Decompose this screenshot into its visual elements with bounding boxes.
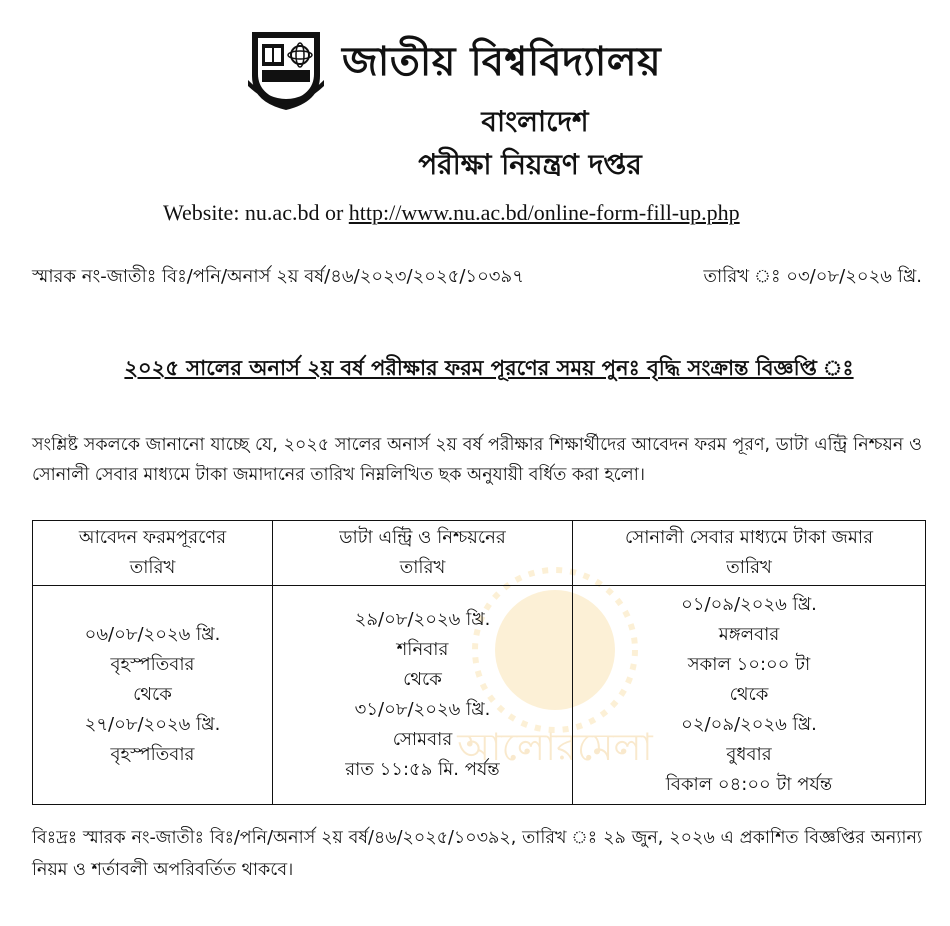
footnote: বিঃদ্রঃ স্মারক নং-জাতীঃ বিঃ/পনি/অনার্স ২য় বর্ষ/৪৬/২০২৫/১০৩৯২, তারিখ ঃ ২৯ জুন, ২০২৬ এ প্রকাশিত বিজ্ঞপ্তির অন্যান্য নিয়ম ও শর্তাবলী অপরিবর্তিত থাকবে।	[32, 828, 922, 880]
cell-payment-dates: ০১/০৯/২০২৬ খ্রি. মঙ্গলবার সকাল ১০:০০ টা থেকে ০২/০৯/২০২৬ খ্রি. বুধবার বিকাল ০৪:০০ টা পর্যন্ত	[573, 586, 926, 805]
memo-date: তারিখ ঃ ০৩/০৮/২০২৬ খ্রি.	[703, 266, 922, 287]
watermark-text: আলোরমেলা	[457, 725, 653, 769]
header-payment: সোনালী সেবার মাধ্যমে টাকা জমার তারিখ	[573, 521, 926, 586]
schedule-table	[32, 520, 926, 805]
table-row	[33, 586, 926, 805]
office-name: পরীক্ষা নিয়ন্ত্রণ দপ্তর	[418, 148, 642, 181]
memo-row	[32, 262, 922, 293]
cell-data-entry-dates: ২৯/০৮/২০২৬ খ্রি. শনিবার থেকে ৩১/০৮/২০২৬ খ্রি. সোমবার রাত ১১:৫৯ মি. পর্যন্ত	[273, 586, 573, 805]
table-header-row	[33, 521, 926, 586]
memo-reference: স্মারক নং-জাতীঃ বিঃ/পনি/অনার্স ২য় বর্ষ/৪৬/২০২৩/২০২৫/১০৩৯৭	[32, 266, 524, 287]
header-data-entry: ডাটা এন্ট্রি ও নিশ্চয়নের তারিখ	[273, 521, 573, 586]
website-line	[163, 200, 740, 226]
country-name: বাংলাদেশ	[481, 105, 589, 138]
header-form-fillup: আবেদন ফরমপূরণের তারিখ	[33, 521, 273, 586]
website-link[interactable]: http://www.nu.ac.bd/online-form-fill-up.php	[348, 200, 740, 225]
notice-body: সংশ্লিষ্ট সকলকে জানানো যাচ্ছে যে, ২০২৫ সালের অনার্স ২য় বর্ষ পরীক্ষার শিক্ষার্থীদের আবেদন ফরম পূরণ, ডাটা এন্ট্রি নিশ্চয়ন ও সোনালী সেবার মাধ্যমে টাকা জমাদানের তারিখ নিম্নলিখিত ছক অনুযায়ী বর্ধিত করা হলো।	[32, 435, 922, 485]
notice-title: ২০২৫ সালের অনার্স ২য় বর্ষ পরীক্ষার ফরম পূরণের সময় পুনঃ বৃদ্ধি সংক্রান্ত বিজ্ঞপ্তি ঃ	[124, 356, 854, 380]
university-name: জাতীয় বিশ্ববিদ্যালয়	[342, 39, 662, 85]
website-prefix: Website: nu.ac.bd or	[163, 200, 344, 225]
cell-form-fillup-dates: ০৬/০৮/২০২৬ খ্রি. বৃহস্পতিবার থেকে ২৭/০৮/২০২৬ খ্রি. বৃহস্পতিবার	[33, 586, 273, 805]
